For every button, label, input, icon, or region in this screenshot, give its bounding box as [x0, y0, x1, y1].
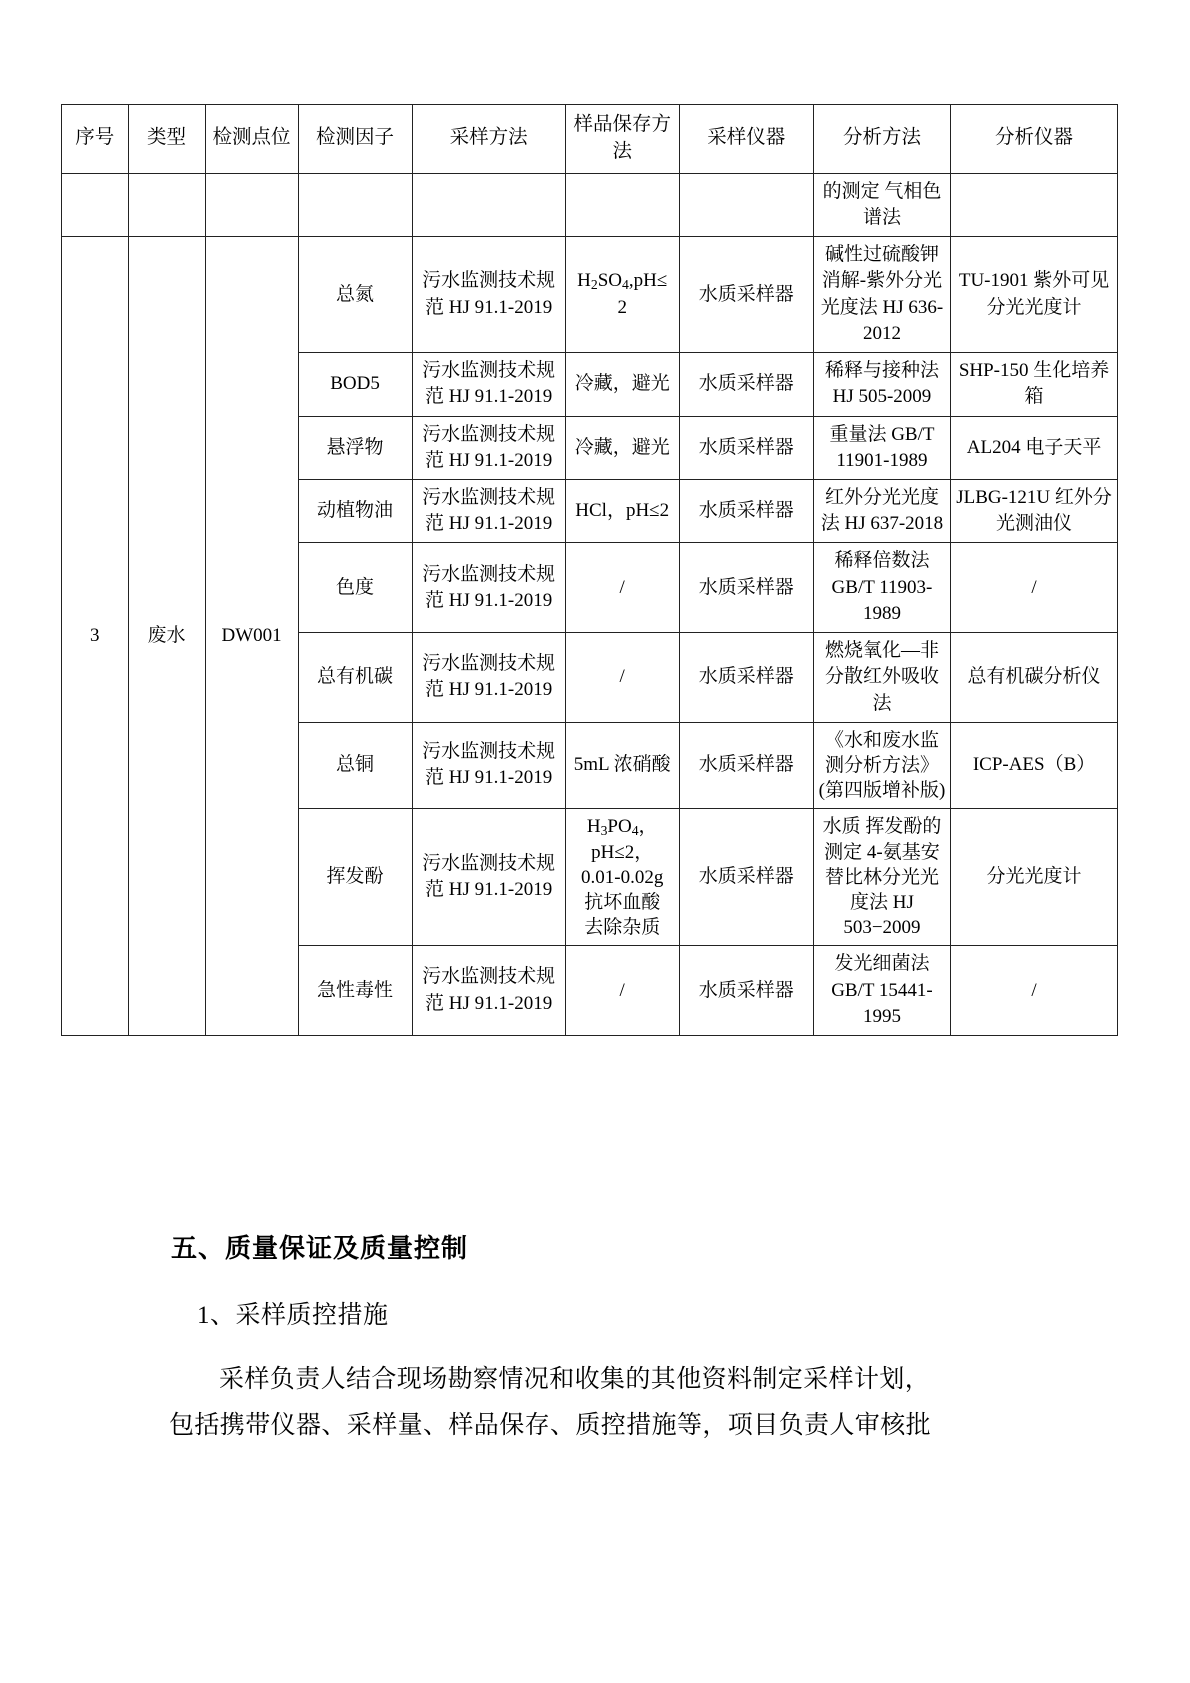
cell-factor: 总氮 [298, 237, 412, 353]
cell-instrument: / [951, 946, 1118, 1036]
cell-sampling-method: 污水监测技术规范 HJ 91.1-2019 [412, 480, 565, 543]
column-header-sampler: 采样仪器 [679, 105, 813, 174]
cell-analysis-method: 红外分光光度法 HJ 637-2018 [813, 480, 950, 543]
cell-preservation: / [565, 946, 679, 1036]
cell-factor-continued [298, 173, 412, 236]
cell-instrument: ICP-AES（B） [951, 722, 1118, 808]
cell-sampling-method-continued [412, 173, 565, 236]
cell-preservation-continued [565, 173, 679, 236]
cell-preservation: $H_3PO_4$， pH≤2， 0.01-0.02g 抗坏血酸 去除杂质 [565, 808, 679, 945]
table-row-continued [62, 173, 1118, 236]
cell-sampler: 水质采样器 [679, 416, 813, 479]
cell-analysis-method: 稀释倍数法 GB/T 11903-1989 [813, 543, 950, 633]
cell-factor: BOD5 [298, 353, 412, 416]
cell-seq: 3 [62, 237, 129, 1036]
cell-seq-continued [62, 173, 129, 236]
cell-analysis-method: 稀释与接种法 HJ 505-2009 [813, 353, 950, 416]
monitoring-plan-table-wrapper [61, 104, 1118, 1036]
cell-factor: 动植物油 [298, 480, 412, 543]
monitoring-plan-table [61, 104, 1118, 1036]
cell-factor: 悬浮物 [298, 416, 412, 479]
column-header-analysis-method: 分析方法 [813, 105, 950, 174]
cell-type: 废水 [128, 237, 205, 1036]
cell-sampling-method: 污水监测技术规范 HJ 91.1-2019 [412, 353, 565, 416]
subsection-heading: 1、采样质控措施 [197, 1302, 389, 1329]
table-row [62, 237, 1118, 353]
cell-factor: 挥发酚 [298, 808, 412, 945]
cell-type-continued [128, 173, 205, 236]
cell-preservation: / [565, 543, 679, 633]
cell-sampler: 水质采样器 [679, 543, 813, 633]
cell-sampler-continued [679, 173, 813, 236]
cell-factor: 总铜 [298, 722, 412, 808]
cell-preservation: / [565, 633, 679, 723]
column-header-preservation: 样品保存方法 [565, 105, 679, 174]
cell-preservation: 冷藏，避光 [565, 416, 679, 479]
cell-instrument: JLBG-121U 红外分光测油仪 [951, 480, 1118, 543]
cell-sampler: 水质采样器 [679, 722, 813, 808]
cell-analysis-method: 重量法 GB/T 11901-1989 [813, 416, 950, 479]
cell-instrument-continued [951, 173, 1118, 236]
cell-sampling-method: 污水监测技术规范 HJ 91.1-2019 [412, 633, 565, 723]
column-header-seq: 序号 [62, 105, 129, 174]
cell-analysis-method: 《水和废水监测分析方法》(第四版增补版) [813, 722, 950, 808]
cell-preservation: HCl，pH≤2 [565, 480, 679, 543]
column-header-factor: 检测因子 [298, 105, 412, 174]
body-paragraph-line-2: 包括携带仪器、采样量、样品保存、质控措施等，项目负责人审核批 [169, 1412, 932, 1440]
cell-analysis-method: 燃烧氧化—非分散红外吸收法 [813, 633, 950, 723]
cell-factor: 急性毒性 [298, 946, 412, 1036]
cell-sampler: 水质采样器 [679, 808, 813, 945]
cell-sampler: 水质采样器 [679, 237, 813, 353]
cell-instrument: AL204 电子天平 [951, 416, 1118, 479]
body-text-section [61, 1228, 1118, 1450]
cell-preservation: $H_2SO_4,pH\le$ 2 [565, 237, 679, 353]
cell-preservation: 冷藏，避光 [565, 353, 679, 416]
body-paragraph-line-1: 采样负责人结合现场勘察情况和收集的其他资料制定采样计划， [219, 1366, 931, 1393]
cell-analysis-method-continued: 的测定 气相色谱法 [813, 173, 950, 236]
cell-analysis-method: 碱性过硫酸钾消解-紫外分光光度法 HJ 636-2012 [813, 237, 950, 353]
cell-sampling-method: 污水监测技术规范 HJ 91.1-2019 [412, 946, 565, 1036]
cell-analysis-method: 发光细菌法 GB/T 15441-1995 [813, 946, 950, 1036]
cell-instrument: 分光光度计 [951, 808, 1118, 945]
cell-sampler: 水质采样器 [679, 633, 813, 723]
cell-sampling-method: 污水监测技术规范 HJ 91.1-2019 [412, 543, 565, 633]
table-header-row [62, 105, 1118, 174]
section-heading: 五、质量保证及质量控制 [171, 1234, 469, 1264]
cell-factor: 总有机碳 [298, 633, 412, 723]
cell-sampling-method: 污水监测技术规范 HJ 91.1-2019 [412, 416, 565, 479]
cell-sampling-method: 污水监测技术规范 HJ 91.1-2019 [412, 808, 565, 945]
cell-instrument: TU-1901 紫外可见分光光度计 [951, 237, 1118, 353]
column-header-point: 检测点位 [205, 105, 298, 174]
column-header-instrument: 分析仪器 [951, 105, 1118, 174]
cell-point-continued [205, 173, 298, 236]
cell-sampler: 水质采样器 [679, 353, 813, 416]
cell-factor: 色度 [298, 543, 412, 633]
cell-instrument: / [951, 543, 1118, 633]
cell-sampling-method: 污水监测技术规范 HJ 91.1-2019 [412, 237, 565, 353]
cell-analysis-method: 水质 挥发酚的测定 4-氨基安替比林分光光度法 HJ 503−2009 [813, 808, 950, 945]
cell-preservation: 5mL 浓硝酸 [565, 722, 679, 808]
cell-sampler: 水质采样器 [679, 946, 813, 1036]
cell-instrument: SHP-150 生化培养箱 [951, 353, 1118, 416]
cell-sampling-method: 污水监测技术规范 HJ 91.1-2019 [412, 722, 565, 808]
column-header-sampling-method: 采样方法 [412, 105, 565, 174]
cell-point: DW001 [205, 237, 298, 1036]
cell-instrument: 总有机碳分析仪 [951, 633, 1118, 723]
column-header-type: 类型 [128, 105, 205, 174]
cell-sampler: 水质采样器 [679, 480, 813, 543]
